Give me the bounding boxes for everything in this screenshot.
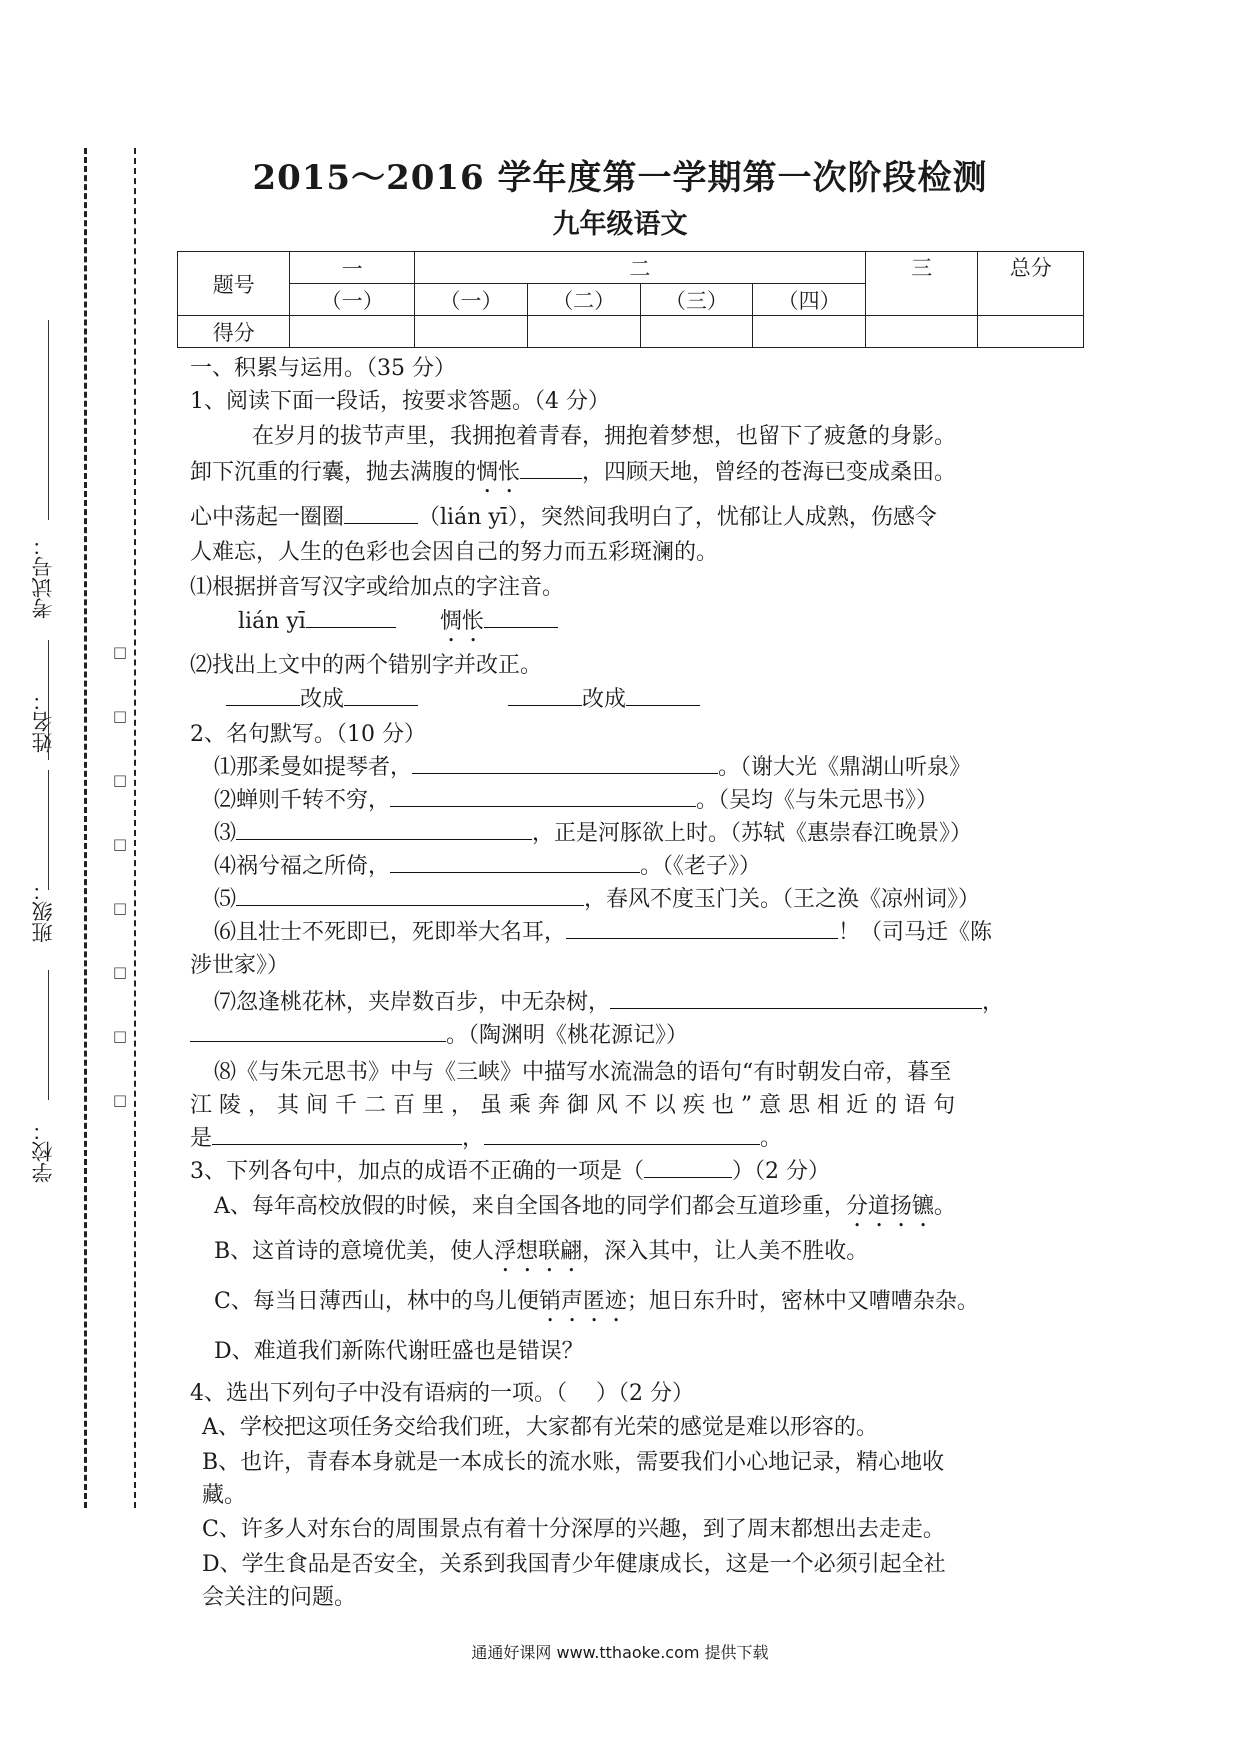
subheader-cell: （二） xyxy=(527,284,640,316)
question-3-options xyxy=(190,1188,1070,1377)
option-d[interactable]: D、难道我们新陈代谢旺盛也是错误？ xyxy=(214,1339,584,1364)
answer-blank[interactable] xyxy=(236,817,532,840)
option-b[interactable] xyxy=(214,1232,1070,1277)
score-cell[interactable] xyxy=(640,316,753,348)
dotted-idiom: 浮想联翩 xyxy=(494,1239,583,1264)
name-line[interactable] xyxy=(48,640,49,760)
exam-no-label: 考试号： xyxy=(31,535,55,619)
recite-source: 。（谢大光《鼎湖山听泉》 xyxy=(718,755,972,780)
recite-source: ！（司马迁《陈 xyxy=(838,920,993,945)
score-cell[interactable] xyxy=(865,316,977,348)
answer-blank[interactable] xyxy=(344,683,418,706)
score-cell[interactable] xyxy=(415,316,528,348)
exam-content xyxy=(190,352,1070,1614)
option-a[interactable]: A、学校把这项任务交给我们班，大家都有光荣的感觉是难以形容的。 xyxy=(202,1415,878,1440)
recite-text: 是 xyxy=(190,1126,213,1151)
pinyin-text: lián yī xyxy=(238,609,306,634)
passage-line: 人难忘，人生的色彩也会因自己的努力而五彩斑澜的。 xyxy=(190,540,719,565)
class-label: 班级： xyxy=(31,880,55,943)
option-b[interactable]: B、也许，青春本身就是一本成长的流水账，需要我们小心地记录，精心地收 xyxy=(202,1450,945,1475)
section-heading: 一、积累与运用。（35 分） xyxy=(190,356,456,381)
passage-text: ，四顾天地，曾经的苍海已变成桑田。 xyxy=(582,460,957,485)
school-line[interactable] xyxy=(48,970,49,1100)
recite-source: 。（《老子》） xyxy=(640,854,762,879)
exam-no-field xyxy=(28,535,78,619)
answer-blank[interactable] xyxy=(236,883,584,906)
dotted-idiom: 分道扬镳 xyxy=(845,1194,934,1219)
option-d[interactable]: D、学生食品是否安全，关系到我国青少年健康成长，这是一个必须引起全社 xyxy=(202,1552,946,1577)
footer-credit: 通通好课网 www.tthaoke.com 提供下载 xyxy=(471,1643,769,1662)
recite-text: ， xyxy=(982,990,1005,1015)
header-cell-total: 总分 xyxy=(978,252,1084,316)
score-table xyxy=(177,251,1084,348)
recite-text: ⑵蝉则千转不穷， xyxy=(214,788,391,813)
passage-line: 在岁月的拔节声里，我拥抱着青春，拥抱着梦想，也留下了疲惫的身影。 xyxy=(252,424,957,449)
subheader-cell: （一） xyxy=(415,284,528,316)
passage-line xyxy=(190,456,1070,498)
question-text: ）（2 分） xyxy=(732,1159,830,1184)
name-label: 姓名： xyxy=(31,690,55,753)
recite-line xyxy=(214,817,1070,850)
score-cell[interactable] xyxy=(978,316,1084,348)
option-a[interactable] xyxy=(214,1188,1070,1232)
subheader-cell: （四） xyxy=(753,284,866,316)
header-cell-question-no: 题号 xyxy=(178,252,290,316)
class-field xyxy=(28,880,78,943)
recite-line-cont xyxy=(190,1122,1070,1155)
answer-blank[interactable] xyxy=(306,605,396,628)
option-text: A、每年高校放假的时候，来自全国各地的同学们都会互道珍重， xyxy=(214,1194,846,1219)
option-text: 。 xyxy=(933,1194,956,1219)
recite-text: 。 xyxy=(760,1126,783,1151)
answer-blank[interactable] xyxy=(484,605,558,628)
recite-line xyxy=(214,751,1070,784)
recite-text: ⑴那柔曼如提琴者， xyxy=(214,755,413,780)
sub-question-2-answers xyxy=(190,682,1070,718)
recite-source: 。（吴均《与朱元思书》） xyxy=(696,788,939,813)
seal-mark: □ xyxy=(112,771,128,789)
seal-mark: □ xyxy=(112,643,128,661)
passage-text: 卸下沉重的行囊，抛去满腹的 xyxy=(190,460,477,485)
answer-blank[interactable] xyxy=(226,683,300,706)
recite-text: ， xyxy=(462,1126,485,1151)
dotted-word: 惆怅 xyxy=(439,609,484,634)
recite-line-cont xyxy=(190,1019,1070,1052)
passage-line xyxy=(190,500,1070,536)
correction-label: 改成 xyxy=(582,687,627,712)
answer-blank[interactable] xyxy=(508,683,582,706)
recite-line xyxy=(214,850,1070,883)
exam-subtitle: 九年级语文 xyxy=(552,209,688,240)
recite-text: ⑷祸兮福之所倚， xyxy=(214,854,391,879)
recite-line-cont: 涉世家》） xyxy=(190,953,290,978)
recite-text: ⑶ xyxy=(214,821,237,846)
exam-no-line[interactable] xyxy=(48,320,49,520)
sub-question-1: ⑴根据拼音写汉字或给加点的字注音。 xyxy=(190,575,565,600)
option-text: ，深入其中，让人美不胜收。 xyxy=(582,1239,869,1264)
recite-source: ，春风不度玉门关。（王之涣《凉州词》） xyxy=(584,887,981,912)
question-1-stem: 1、阅读下面一段话，按要求答题。（4 分） xyxy=(190,389,610,414)
seal-mark: □ xyxy=(112,1091,128,1109)
recite-line xyxy=(214,916,1070,949)
seal-mark: □ xyxy=(112,899,128,917)
question-text: 3、下列各句中，加点的成语不正确的一项是（ xyxy=(190,1159,644,1184)
answer-blank[interactable] xyxy=(212,1122,462,1145)
correction-label: 改成 xyxy=(300,687,345,712)
seal-mark: □ xyxy=(112,707,128,725)
dotted-idiom: 销声匿迹 xyxy=(538,1289,627,1314)
header-cell-part2: 二 xyxy=(415,252,866,284)
seal-mark: □ xyxy=(112,835,128,853)
recite-line xyxy=(214,883,1070,916)
answer-blank[interactable] xyxy=(412,751,718,774)
recite-text: ⑸ xyxy=(214,887,237,912)
recite-line: ⑻《与朱元思书》中与《三峡》中描写水流湍急的语句“有时朝发白帝，暮至 xyxy=(214,1060,952,1085)
recite-text: ⑹且壮士不死即已，死即举大名耳， xyxy=(214,920,567,945)
option-d-cont: 会关注的问题。 xyxy=(202,1585,357,1610)
answer-blank[interactable] xyxy=(344,501,418,524)
answer-blank[interactable] xyxy=(610,986,982,1009)
subheader-cell: （三） xyxy=(640,284,753,316)
recite-source: ，正是河豚欲上时。（苏轼《惠崇春江晚景》） xyxy=(532,821,973,846)
sub-question-1-answers xyxy=(190,604,1070,647)
recite-line xyxy=(214,784,1070,817)
option-text: B、这首诗的意境优美，使人 xyxy=(214,1239,495,1264)
answer-blank[interactable] xyxy=(484,1122,760,1145)
question-2-lines xyxy=(190,751,1070,949)
recite-source: 。（陶渊明《桃花源记》） xyxy=(446,1023,689,1048)
dotted-word: 惆怅 xyxy=(476,460,521,485)
score-cell[interactable] xyxy=(753,316,866,348)
binding-dashed-line-outer xyxy=(84,148,87,1508)
passage-text: ，突然间我明白了，忧郁让人成熟，伤感令 xyxy=(518,505,937,530)
header-cell-part1: 一 xyxy=(290,252,415,284)
score-row-label: 得分 xyxy=(178,316,290,348)
option-text: ；旭日东升时，密林中又嘈嘈杂杂。 xyxy=(626,1289,979,1314)
recite-line-cont: 江 陵 ， 其 间 千 二 百 里 ， 虽 乘 奔 御 风 不 以 疾 也 ” 意 思 相 近 的 语 句 xyxy=(190,1093,956,1118)
binding-dashed-line-inner xyxy=(134,148,136,1508)
recite-text: ⑺忽逢桃花林，夹岸数百步，中无杂树， xyxy=(214,990,611,1015)
recite-line xyxy=(190,986,1070,1019)
option-b-cont: 藏。 xyxy=(202,1483,247,1508)
passage-text: 心中荡起一圈圈 xyxy=(190,505,345,530)
seal-mark: □ xyxy=(112,963,128,981)
class-line[interactable] xyxy=(48,770,49,890)
answer-blank[interactable] xyxy=(190,1019,446,1042)
option-c[interactable]: C、许多人对东台的周围景点有着十分深厚的兴趣，到了周末都想出去走走。 xyxy=(202,1517,945,1542)
header-cell-part3: 三 xyxy=(865,252,977,316)
seal-line-marks xyxy=(110,620,130,1132)
pinyin-text: （lián yī） xyxy=(418,505,519,530)
answer-blank[interactable] xyxy=(390,850,640,873)
score-cell[interactable] xyxy=(527,316,640,348)
option-c[interactable] xyxy=(214,1277,1070,1327)
name-field xyxy=(28,690,78,753)
answer-blank[interactable] xyxy=(566,916,838,939)
answer-blank[interactable] xyxy=(390,784,696,807)
question-2-stem: 2、名句默写。（10 分） xyxy=(190,722,426,747)
question-4-stem: 4、选出下列句子中没有语病的一项。（ ）（2 分） xyxy=(190,1381,694,1406)
option-text: C、每当日薄西山，林中的鸟儿便 xyxy=(214,1289,539,1314)
question-3-stem xyxy=(190,1155,1070,1188)
answer-blank[interactable] xyxy=(626,683,700,706)
seal-mark: □ xyxy=(112,1027,128,1045)
subheader-cell: （一） xyxy=(290,284,415,316)
exam-title: 2015～2016 学年度第一学期第一次阶段检测 xyxy=(252,158,988,198)
score-cell[interactable] xyxy=(290,316,415,348)
school-label: 学校： xyxy=(31,1120,55,1183)
answer-blank[interactable] xyxy=(644,1155,732,1178)
school-field xyxy=(28,1120,78,1183)
sub-question-2: ⑵找出上文中的两个错别字并改正。 xyxy=(190,653,543,678)
answer-blank[interactable] xyxy=(520,456,582,479)
question-4-options xyxy=(190,1410,1070,1614)
